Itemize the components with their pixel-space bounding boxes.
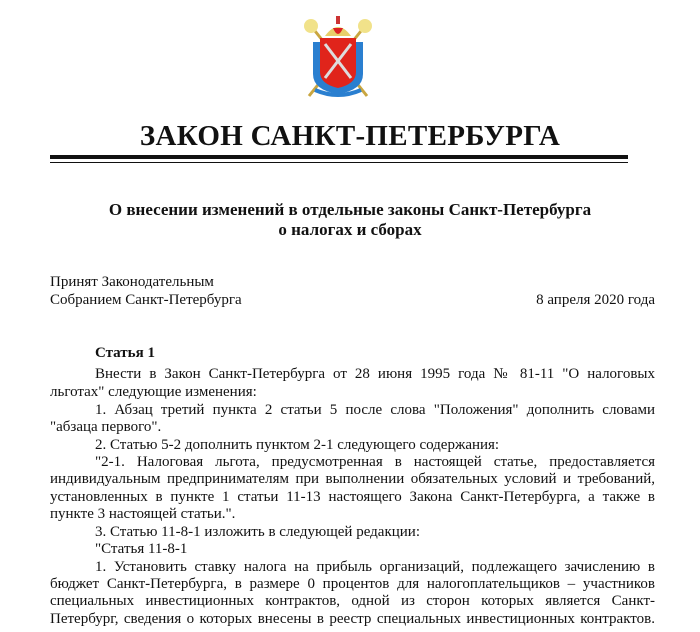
article-heading: Статья 1: [95, 345, 155, 361]
body-line: "абзаца первого".: [50, 419, 162, 435]
body-line: Внести в Закон Санкт-Петербурга от 28 июня 1995 года № 81-11 "О налоговых: [95, 366, 655, 382]
body-line: Петербург, сведения о которых внесены в реестр специальных инвестиционных контрактов.: [50, 611, 655, 627]
law-title: ЗАКОН САНКТ-ПЕТЕРБУРГА: [139, 120, 561, 152]
body-line: 3. Статью 11-8-1 изложить в следующей редакции:: [95, 524, 420, 540]
adopted-line-1: Принят Законодательным: [50, 274, 214, 290]
body-line: установленных в пункте 1 статьи 11-13 настоящего Закона Санкт-Петербурга, а также в: [50, 489, 655, 505]
body-line: индивидуальным предпринимателям при выполнении обязательных условий и требований,: [50, 471, 655, 487]
body-line: 2. Статью 5-2 дополнить пунктом 2-1 следующего содержания:: [95, 437, 500, 453]
body-line: бюджет Санкт-Петербурга, в размере 0 процентов для налогоплательщиков – участников: [50, 576, 655, 592]
body-line: "Статья 11-8-1: [95, 541, 188, 557]
body-line: "2-1. Налоговая льгота, предусмотренная в настоящей статье, предоставляется: [95, 454, 655, 470]
body-line: специальных инвестиционных контрактов, одной из сторон которых является Санкт-: [50, 593, 655, 609]
title-rule-thin: [50, 162, 628, 163]
subtitle-line-1: О внесении изменений в отдельные законы Санкт-Петербурга: [108, 200, 592, 219]
subtitle-line-2: о налогах и сборах: [278, 220, 422, 239]
adoption-date: 8 апреля 2020 года: [536, 292, 655, 308]
body-line: 1. Абзац третий пункта 2 статьи 5 после слова "Положения" дополнить словами: [95, 402, 655, 418]
body-line: пункте 3 настоящей статьи.".: [50, 506, 236, 522]
title-rule-thick: [50, 155, 628, 159]
coat-of-arms-icon: [303, 14, 373, 98]
body-line: 1. Установить ставку налога на прибыль организаций, подлежащего зачислению в: [95, 559, 655, 575]
adopted-line-2: Собранием Санкт-Петербурга: [50, 292, 242, 308]
body-line: льготах" следующие изменения:: [50, 384, 257, 400]
